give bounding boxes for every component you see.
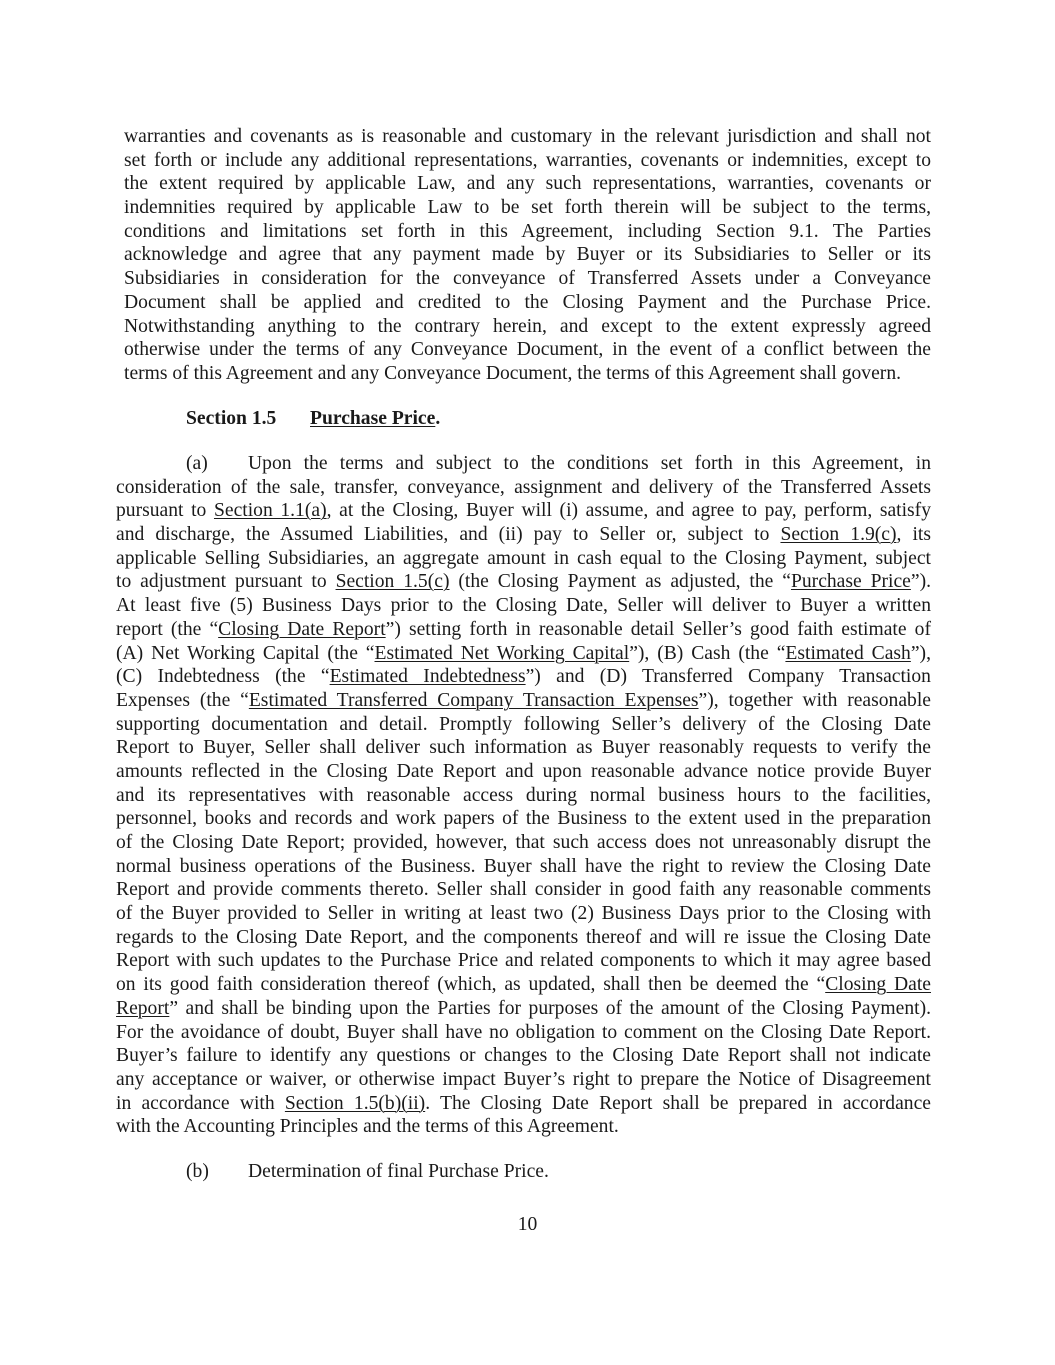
text-line bbox=[116, 452, 931, 476]
text-run: consideration of the sale, transfer, conveyance, assignment and delivery of the Transferred Assets bbox=[116, 476, 931, 498]
text-line bbox=[116, 1021, 931, 1045]
text-line bbox=[116, 499, 931, 523]
text-run: normal business operations of the Business. Buyer shall have the right to review the Closing Date bbox=[116, 855, 931, 877]
defined-term-reference: Section 1.1(a) bbox=[213, 500, 327, 522]
text-line bbox=[116, 1092, 931, 1116]
text-line: set forth or include any additional representations, warranties, covenants or indemnities, except to bbox=[124, 149, 931, 171]
text-line: acknowledge and agree that any payment made by Buyer or its Subsidiaries to Seller or its bbox=[124, 244, 931, 266]
text-run: ”). bbox=[910, 571, 931, 593]
text-run: At least five (5) Business Days prior to the Closing Date, Seller will deliver to Buyer a written bbox=[116, 595, 931, 617]
subsection-b-label: (b) bbox=[186, 1161, 209, 1182]
text-line bbox=[116, 949, 931, 973]
section-title: Purchase Price bbox=[310, 408, 436, 429]
text-line bbox=[116, 760, 931, 784]
text-run: and discharge, the Assumed Liabilities, and (ii) pay to Seller or, subject to bbox=[116, 524, 781, 546]
text-run: , its bbox=[896, 524, 932, 546]
text-line: Notwithstanding anything to the contrary herein, and except to the extent expressly agreed bbox=[124, 315, 931, 337]
text-line: conditions and limitations set forth in this Agreement, including Section 9.1. The Parties bbox=[124, 220, 931, 242]
text-run: (C) Indebtedness (the “ bbox=[116, 666, 330, 688]
section-title-period: . bbox=[435, 408, 441, 429]
text-run: Report to Buyer, Seller shall deliver such information as Buyer reasonably requests to verify the bbox=[116, 737, 931, 759]
text-line: the extent required by applicable Law, and any such representations, warranties, covenants or bbox=[124, 173, 931, 195]
text-run: ”), bbox=[910, 642, 931, 664]
text-run: For the avoidance of doubt, Buyer shall have no obligation to comment on the Closing Date Report. bbox=[116, 1021, 931, 1043]
text-run: applicable Selling Subsidiaries, an aggregate amount in cash equal to the Closing Payment, subject bbox=[116, 547, 931, 569]
text-run: any acceptance or waiver, or otherwise impact Buyer’s right to prepare the Notice of Disagreement bbox=[116, 1068, 931, 1090]
defined-term-reference: Section 1.9(c) bbox=[780, 524, 897, 546]
text-line bbox=[116, 902, 931, 926]
section-number: Section 1.5 bbox=[186, 408, 277, 429]
text-run: to adjustment pursuant to bbox=[116, 571, 336, 593]
section-heading bbox=[186, 408, 440, 430]
defined-term-reference: Closing Date Report bbox=[218, 618, 386, 640]
text-run: Expenses (the “ bbox=[116, 689, 249, 711]
defined-term-reference: Closing Date bbox=[825, 974, 931, 996]
continuation-paragraph bbox=[124, 125, 931, 386]
page-number: 10 bbox=[517, 1214, 538, 1235]
defined-term-reference: Section 1.5(b)(ii) bbox=[284, 1092, 426, 1114]
subsection-a-paragraph bbox=[116, 452, 931, 1139]
text-line bbox=[116, 594, 931, 618]
text-line bbox=[116, 1115, 931, 1139]
defined-term-reference: Report bbox=[116, 997, 170, 1019]
text-run: (the Closing Payment as adjusted, the “ bbox=[449, 571, 791, 593]
text-run: and its representatives with reasonable access during normal business hours to the facilities, bbox=[116, 784, 931, 806]
defined-term-reference: Estimated Indebtedness bbox=[329, 666, 526, 688]
text-run: in accordance with bbox=[116, 1092, 285, 1114]
text-line bbox=[116, 713, 931, 737]
text-run: Upon the terms and subject to the conditions set forth in this Agreement, in bbox=[248, 453, 931, 474]
text-line bbox=[116, 736, 931, 760]
text-line bbox=[116, 878, 931, 902]
text-line bbox=[116, 476, 931, 500]
text-line bbox=[116, 523, 931, 547]
defined-term-reference: Section 1.5(c) bbox=[335, 571, 450, 593]
text-run: pursuant to bbox=[116, 500, 214, 522]
text-line: Document shall be applied and credited to the Closing Payment and the Purchase Price. bbox=[124, 291, 931, 313]
text-line: warranties and covenants as is reasonable and customary in the relevant jurisdiction and shall not bbox=[124, 126, 931, 147]
text-run: on its good faith consideration thereof (which, as updated, shall then be deemed the “ bbox=[116, 974, 826, 996]
text-run: ” and shall be binding upon the Parties for purposes of the amount of the Closing Payment). bbox=[169, 997, 931, 1019]
text-run: Report and provide comments thereto. Seller shall consider in good faith any reasonable comments bbox=[116, 879, 931, 901]
text-run: regards to the Closing Date Report, and the components thereof and will re issue the Closing Date bbox=[116, 926, 931, 948]
text-line bbox=[116, 570, 931, 594]
text-line bbox=[116, 1044, 931, 1068]
text-line bbox=[116, 855, 931, 879]
defined-term-reference: Purchase Price bbox=[790, 571, 911, 593]
text-line bbox=[116, 997, 931, 1021]
text-run: (A) Net Working Capital (the “ bbox=[116, 642, 375, 664]
subsection-b-heading bbox=[186, 1161, 549, 1183]
text-line bbox=[116, 807, 931, 831]
text-run: amounts reflected in the Closing Date Report and upon reasonable advance notice provide Buyer bbox=[116, 760, 931, 782]
text-line: otherwise under the terms of any Conveyance Document, in the event of a conflict between the bbox=[124, 339, 931, 361]
defined-term-reference: Estimated Cash bbox=[785, 642, 911, 664]
text-line bbox=[116, 618, 931, 642]
text-run: ”) setting forth in reasonable detail Seller’s good faith estimate of bbox=[385, 618, 931, 640]
text-run: ”) and (D) Transferred Company Transaction bbox=[525, 666, 931, 688]
text-run: of the Closing Date Report; provided, however, that such access does not unreasonably disrupt the bbox=[116, 832, 931, 853]
subsection-b-text: Determination of final Purchase Price. bbox=[248, 1161, 549, 1182]
text-run: Report with such updates to the Purchase Price and related components to which it may agree based bbox=[116, 950, 931, 972]
text-run: personnel, books and records and work papers of the Business to the extent used in the preparation bbox=[116, 808, 931, 830]
text-line: Subsidiaries in consideration for the conveyance of Transferred Assets under a Conveyance bbox=[124, 268, 931, 290]
text-run: of the Buyer provided to Seller in writing at least two (2) Business Days prior to the Closing with bbox=[116, 903, 931, 925]
text-line bbox=[116, 665, 931, 689]
text-run: ”), (B) Cash (the “ bbox=[629, 642, 786, 664]
subsection-a-label: (a) bbox=[186, 453, 208, 474]
text-run: with the Accounting Principles and the terms of this Agreement. bbox=[116, 1116, 619, 1138]
text-line bbox=[116, 784, 931, 808]
text-line bbox=[116, 973, 931, 997]
text-run: , at the Closing, Buyer will (i) assume, and agree to pay, perform, satisfy bbox=[326, 500, 932, 522]
text-line bbox=[116, 1068, 931, 1092]
text-run: Buyer’s failure to identify any questions or changes to the Closing Date Report shall not indicate bbox=[116, 1045, 931, 1067]
text-line bbox=[116, 926, 931, 950]
text-run: report (the “ bbox=[116, 618, 219, 640]
text-line: terms of this Agreement and any Conveyance Document, the terms of this Agreement shall govern. bbox=[124, 362, 902, 384]
text-run: supporting documentation and detail. Promptly following Seller’s delivery of the Closing Date bbox=[116, 713, 931, 735]
text-run: ”), together with reasonable bbox=[698, 689, 931, 711]
text-line bbox=[116, 547, 931, 571]
text-line bbox=[116, 689, 931, 713]
defined-term-reference: Estimated Net Working Capital bbox=[374, 642, 630, 664]
defined-term-reference: Estimated Transferred Company Transaction Expenses bbox=[248, 689, 699, 711]
text-run: . The Closing Date Report shall be prepared in accordance bbox=[425, 1092, 931, 1114]
text-line bbox=[116, 831, 931, 855]
text-line: indemnities required by applicable Law to be set forth therein will be subject to the terms, bbox=[124, 197, 931, 219]
text-line bbox=[116, 642, 931, 666]
